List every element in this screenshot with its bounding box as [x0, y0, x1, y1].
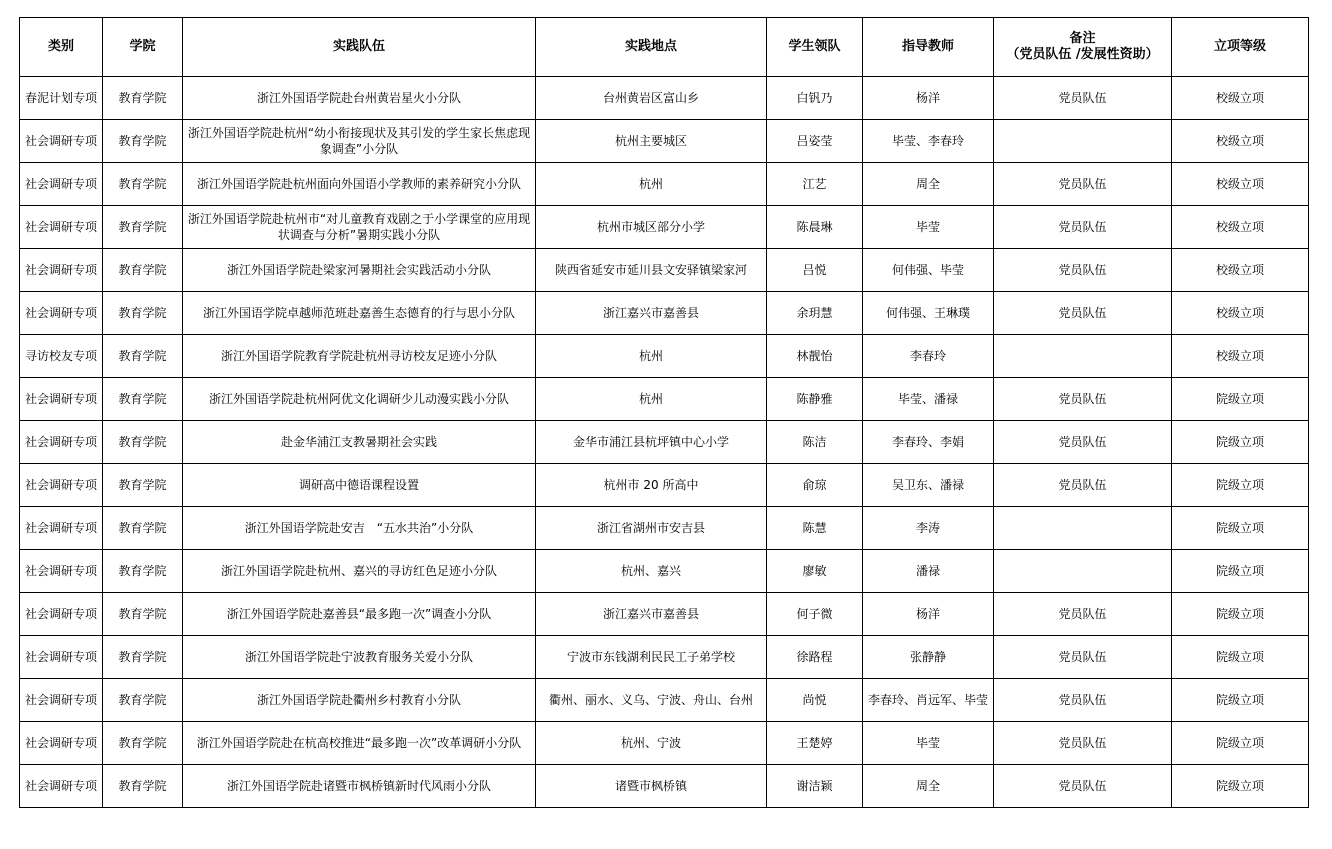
cell-level: 校级立项 — [1172, 77, 1309, 120]
table-row — [20, 765, 1309, 808]
cell-remark: 党员队伍 — [994, 77, 1172, 120]
cell-level: 院级立项 — [1172, 464, 1309, 507]
cell-location: 杭州市 20 所高中 — [536, 464, 767, 507]
table-row — [20, 77, 1309, 120]
cell-advisor: 潘禄 — [863, 550, 994, 593]
cell-level: 校级立项 — [1172, 120, 1309, 163]
cell-advisor: 杨洋 — [863, 77, 994, 120]
table-body — [20, 77, 1309, 808]
cell-college: 教育学院 — [103, 77, 183, 120]
cell-level: 校级立项 — [1172, 249, 1309, 292]
header-location: 实践地点 — [536, 18, 767, 77]
cell-leader: 廖敏 — [767, 550, 863, 593]
table-row — [20, 722, 1309, 765]
cell-remark: 党员队伍 — [994, 464, 1172, 507]
cell-college: 教育学院 — [103, 722, 183, 765]
cell-leader: 白钒乃 — [767, 77, 863, 120]
cell-leader: 谢洁颖 — [767, 765, 863, 808]
table-row — [20, 464, 1309, 507]
cell-college: 教育学院 — [103, 636, 183, 679]
cell-college: 教育学院 — [103, 421, 183, 464]
cell-category: 社会调研专项 — [20, 378, 103, 421]
table-row — [20, 378, 1309, 421]
cell-advisor: 毕莹、李春玲 — [863, 120, 994, 163]
table-row — [20, 163, 1309, 206]
cell-remark: 党员队伍 — [994, 636, 1172, 679]
cell-team: 浙江外国语学院赴杭州市“对儿童教育戏剧之于小学课堂的应用现状调查与分析”暑期实践小分队 — [183, 206, 536, 249]
cell-college: 教育学院 — [103, 464, 183, 507]
cell-leader: 陈洁 — [767, 421, 863, 464]
cell-advisor: 毕莹 — [863, 206, 994, 249]
cell-team: 浙江外国语学院赴诸暨市枫桥镇新时代风雨小分队 — [183, 765, 536, 808]
cell-team: 调研高中德语课程设置 — [183, 464, 536, 507]
cell-level: 院级立项 — [1172, 722, 1309, 765]
header-remark-line1: 备注 — [1069, 31, 1096, 46]
cell-advisor: 杨洋 — [863, 593, 994, 636]
table-row — [20, 636, 1309, 679]
table-row — [20, 249, 1309, 292]
cell-leader: 吕姿莹 — [767, 120, 863, 163]
cell-category: 社会调研专项 — [20, 722, 103, 765]
cell-remark: 党员队伍 — [994, 163, 1172, 206]
cell-location: 宁波市东钱湖利民民工子弟学校 — [536, 636, 767, 679]
cell-advisor: 李春玲、肖远军、毕莹 — [863, 679, 994, 722]
cell-college: 教育学院 — [103, 292, 183, 335]
cell-location: 浙江省湖州市安吉县 — [536, 507, 767, 550]
table-row — [20, 507, 1309, 550]
cell-leader: 陈慧 — [767, 507, 863, 550]
cell-remark: 党员队伍 — [994, 765, 1172, 808]
cell-leader: 江艺 — [767, 163, 863, 206]
cell-team: 浙江外国语学院赴宁波教育服务关爱小分队 — [183, 636, 536, 679]
header-row — [20, 18, 1309, 77]
table-row — [20, 292, 1309, 335]
cell-category: 寻访校友专项 — [20, 335, 103, 378]
cell-level: 院级立项 — [1172, 507, 1309, 550]
cell-level: 院级立项 — [1172, 636, 1309, 679]
cell-category: 社会调研专项 — [20, 507, 103, 550]
cell-category: 社会调研专项 — [20, 421, 103, 464]
table-row — [20, 206, 1309, 249]
cell-college: 教育学院 — [103, 206, 183, 249]
cell-location: 杭州、嘉兴 — [536, 550, 767, 593]
cell-leader: 何子微 — [767, 593, 863, 636]
cell-location: 杭州市城区部分小学 — [536, 206, 767, 249]
cell-category: 社会调研专项 — [20, 679, 103, 722]
cell-college: 教育学院 — [103, 593, 183, 636]
cell-advisor: 何伟强、毕莹 — [863, 249, 994, 292]
cell-leader: 林靓怡 — [767, 335, 863, 378]
cell-location: 杭州 — [536, 335, 767, 378]
table-row — [20, 421, 1309, 464]
cell-team: 浙江外国语学院赴梁家河暑期社会实践活动小分队 — [183, 249, 536, 292]
cell-level: 院级立项 — [1172, 593, 1309, 636]
cell-location: 金华市浦江县杭坪镇中心小学 — [536, 421, 767, 464]
cell-remark: 党员队伍 — [994, 292, 1172, 335]
table-row — [20, 679, 1309, 722]
cell-category: 社会调研专项 — [20, 550, 103, 593]
cell-category: 社会调研专项 — [20, 593, 103, 636]
cell-remark — [994, 507, 1172, 550]
cell-remark — [994, 120, 1172, 163]
cell-level: 院级立项 — [1172, 378, 1309, 421]
cell-college: 教育学院 — [103, 507, 183, 550]
cell-level: 校级立项 — [1172, 163, 1309, 206]
cell-location: 杭州、宁波 — [536, 722, 767, 765]
cell-advisor: 吴卫东、潘禄 — [863, 464, 994, 507]
cell-advisor: 李春玲 — [863, 335, 994, 378]
cell-college: 教育学院 — [103, 249, 183, 292]
cell-location: 杭州主要城区 — [536, 120, 767, 163]
cell-category: 社会调研专项 — [20, 464, 103, 507]
cell-location: 台州黄岩区富山乡 — [536, 77, 767, 120]
cell-category: 社会调研专项 — [20, 292, 103, 335]
cell-team: 浙江外国语学院赴杭州阿优文化调研少儿动漫实践小分队 — [183, 378, 536, 421]
cell-team: 浙江外国语学院教育学院赴杭州寻访校友足迹小分队 — [183, 335, 536, 378]
cell-leader: 陈晨琳 — [767, 206, 863, 249]
cell-location: 杭州 — [536, 163, 767, 206]
cell-team: 浙江外国语学院赴杭州面向外国语小学教师的素养研究小分队 — [183, 163, 536, 206]
header-team: 实践队伍 — [183, 18, 536, 77]
cell-team: 浙江外国语学院赴嘉善县“最多跑一次”调查小分队 — [183, 593, 536, 636]
cell-remark — [994, 335, 1172, 378]
cell-advisor: 毕莹、潘禄 — [863, 378, 994, 421]
cell-level: 院级立项 — [1172, 421, 1309, 464]
cell-category: 社会调研专项 — [20, 765, 103, 808]
cell-college: 教育学院 — [103, 163, 183, 206]
cell-location: 衢州、丽水、义乌、宁波、舟山、台州 — [536, 679, 767, 722]
cell-team: 浙江外国语学院卓越师范班赴嘉善生态德育的行与思小分队 — [183, 292, 536, 335]
cell-remark: 党员队伍 — [994, 206, 1172, 249]
cell-category: 社会调研专项 — [20, 120, 103, 163]
cell-leader: 徐路程 — [767, 636, 863, 679]
cell-college: 教育学院 — [103, 335, 183, 378]
cell-leader: 余玥慧 — [767, 292, 863, 335]
cell-remark: 党员队伍 — [994, 679, 1172, 722]
cell-remark: 党员队伍 — [994, 421, 1172, 464]
cell-category: 春泥计划专项 — [20, 77, 103, 120]
cell-advisor: 周全 — [863, 163, 994, 206]
header-leader: 学生领队 — [767, 18, 863, 77]
header-category: 类别 — [20, 18, 103, 77]
cell-leader: 陈静雅 — [767, 378, 863, 421]
cell-remark: 党员队伍 — [994, 249, 1172, 292]
cell-advisor: 周全 — [863, 765, 994, 808]
cell-college: 教育学院 — [103, 120, 183, 163]
cell-level: 校级立项 — [1172, 206, 1309, 249]
header-advisor: 指导教师 — [863, 18, 994, 77]
cell-category: 社会调研专项 — [20, 636, 103, 679]
cell-level: 校级立项 — [1172, 292, 1309, 335]
table-row — [20, 550, 1309, 593]
table-row — [20, 593, 1309, 636]
cell-level: 院级立项 — [1172, 679, 1309, 722]
cell-advisor: 张静静 — [863, 636, 994, 679]
cell-category: 社会调研专项 — [20, 249, 103, 292]
header-remark — [994, 18, 1172, 77]
cell-leader: 吕悦 — [767, 249, 863, 292]
cell-college: 教育学院 — [103, 765, 183, 808]
cell-level: 校级立项 — [1172, 335, 1309, 378]
cell-advisor: 李涛 — [863, 507, 994, 550]
cell-advisor: 毕莹 — [863, 722, 994, 765]
cell-location: 诸暨市枫桥镇 — [536, 765, 767, 808]
cell-team: 赴金华浦江支教暑期社会实践 — [183, 421, 536, 464]
cell-advisor: 李春玲、李娟 — [863, 421, 994, 464]
cell-location: 浙江嘉兴市嘉善县 — [536, 292, 767, 335]
cell-leader: 王楚婷 — [767, 722, 863, 765]
project-table — [19, 17, 1309, 808]
cell-team: 浙江外国语学院赴杭州“幼小衔接现状及其引发的学生家长焦虑现象调查”小分队 — [183, 120, 536, 163]
cell-location: 杭州 — [536, 378, 767, 421]
header-college: 学院 — [103, 18, 183, 77]
cell-location: 浙江嘉兴市嘉善县 — [536, 593, 767, 636]
cell-team: 浙江外国语学院赴杭州、嘉兴的寻访红色足迹小分队 — [183, 550, 536, 593]
cell-college: 教育学院 — [103, 378, 183, 421]
cell-remark: 党员队伍 — [994, 593, 1172, 636]
header-remark-line2: （党员队伍 /发展性资助） — [1006, 47, 1159, 62]
cell-remark: 党员队伍 — [994, 378, 1172, 421]
cell-remark — [994, 550, 1172, 593]
cell-team: 浙江外国语学院赴在杭高校推进“最多跑一次”改革调研小分队 — [183, 722, 536, 765]
cell-location: 陕西省延安市延川县文安驿镇梁家河 — [536, 249, 767, 292]
table-row — [20, 335, 1309, 378]
cell-leader: 尚悦 — [767, 679, 863, 722]
header-level: 立项等级 — [1172, 18, 1309, 77]
table-row — [20, 120, 1309, 163]
cell-team: 浙江外国语学院赴安吉 “五水共治”小分队 — [183, 507, 536, 550]
cell-level: 院级立项 — [1172, 550, 1309, 593]
cell-college: 教育学院 — [103, 679, 183, 722]
cell-team: 浙江外国语学院赴衢州乡村教育小分队 — [183, 679, 536, 722]
cell-level: 院级立项 — [1172, 765, 1309, 808]
cell-remark: 党员队伍 — [994, 722, 1172, 765]
cell-advisor: 何伟强、王琳璞 — [863, 292, 994, 335]
cell-college: 教育学院 — [103, 550, 183, 593]
cell-leader: 俞琼 — [767, 464, 863, 507]
cell-team: 浙江外国语学院赴台州黄岩星火小分队 — [183, 77, 536, 120]
cell-category: 社会调研专项 — [20, 163, 103, 206]
cell-category: 社会调研专项 — [20, 206, 103, 249]
